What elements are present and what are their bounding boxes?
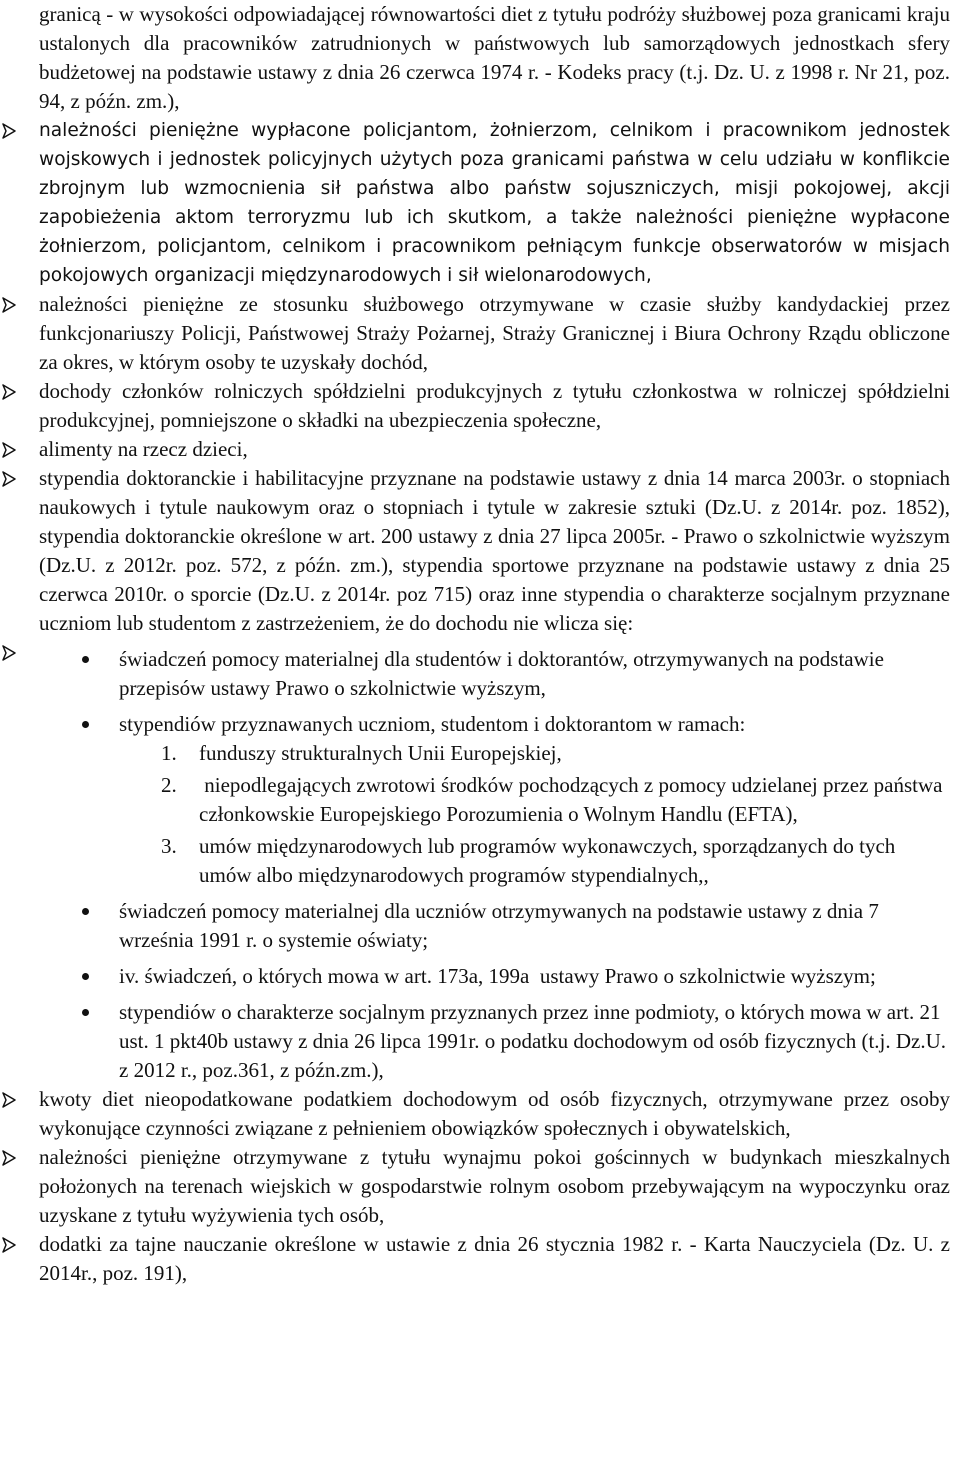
list-item-text: należności pieniężne wypłacone policjantom, żołnierzom, celnikom i pracownikom jednostek wojskowych i jednostek policyjnych użytych poza granicami państwa w celu udziału w konflikcie zbrojnym lub wzmocnienia sił państwa albo państw sojuszniczych, misji pokojowej, akcji zapobieżenia aktom terroryzmu lub ich skutkom, a także należności pieniężne wypłacone żołnierzom, policjantom, celnikom i pracownikom pełniącym funkcje obserwatorów w misjach pokojowych organizacji międzynarodowych i sił wielonarodowych, bbox=[39, 120, 950, 286]
arrow-bullet-icon bbox=[2, 435, 26, 464]
numbered-item bbox=[39, 832, 950, 890]
sub-list-item-text: świadczeń pomocy materialnej dla studentów i doktorantów, otrzymywanych na podstawie przepisów ustawy Prawo o szkolnictwie wyższym, bbox=[119, 647, 884, 700]
numbered-item-number: 3. bbox=[161, 834, 177, 858]
arrow-bullet-icon bbox=[2, 464, 26, 493]
list-item bbox=[39, 377, 950, 435]
list-item bbox=[39, 1143, 950, 1230]
list-item-text: dochody członków rolniczych spółdzielni produkcyjnych z tytułu członkostwa w rolniczej spółdzielni produkcyjnej, pomniejszone o składki na ubezpieczenia społeczne, bbox=[39, 379, 950, 432]
list-item-text: alimenty na rzecz dzieci, bbox=[39, 437, 248, 461]
numbered-item bbox=[39, 771, 950, 829]
numbered-item-text: funduszy strukturalnych Unii Europejskiej, bbox=[199, 741, 562, 765]
numbered-item-number: 1. bbox=[161, 741, 177, 765]
arrow-bullet-icon bbox=[2, 1230, 26, 1259]
dot-bullet-icon bbox=[82, 973, 89, 980]
list-item bbox=[39, 1085, 950, 1143]
numbered-item-text: umów międzynarodowych lub programów wykonawczych, sporządzanych do tych umów albo międzynarodowych programów stypendialnych,, bbox=[199, 834, 896, 887]
list-item-text: dodatki za tajne nauczanie określone w ustawie z dnia 26 stycznia 1982 r. - Karta Nauczyciela (Dz. U. z 2014r., poz. 191), bbox=[39, 1232, 950, 1285]
list-item bbox=[39, 116, 950, 290]
list-item bbox=[39, 290, 950, 377]
sub-list-item bbox=[39, 645, 950, 703]
sub-list-item-text: stypendiów o charakterze socjalnym przyznanych przez inne podmioty, o których mowa w art. 21 ust. 1 pkt40b ustawy z dnia 26 lipca 1991r. o podatku dochodowym od osób fizycznych (t.j. Dz.U. z 2012 r., poz.361, z późn.zm.), bbox=[119, 1000, 947, 1082]
arrow-bullet-icon bbox=[2, 290, 26, 319]
dot-bullet-icon bbox=[82, 721, 89, 728]
numbered-item bbox=[39, 739, 950, 768]
sub-list-item bbox=[39, 710, 950, 739]
intro-paragraph: granicą - w wysokości odpowiadającej równowartości diet z tytułu podróży służbowej poza granicami kraju ustalonych dla pracowników zatrudnionych w państwowych lub samorządowych jednostkach sfery budżetowej na podstawie ustawy z dnia 26 czerwca 1974 r. - Kodeks pracy (t.j. Dz. U. z 1998 r. Nr 21, poz. 94, z późn. zm.), bbox=[39, 2, 950, 113]
list-item-text: należności pieniężne otrzymywane z tytułu wynajmu pokoi gościnnych w budynkach mieszkalnych położonych na terenach wiejskich w gospodarstwie rolnym osobom przebywającym na wypoczynku oraz uzyskane z tytułu wyżywienia tych osób, bbox=[39, 1145, 950, 1227]
arrow-bullet-icon bbox=[2, 638, 26, 667]
sub-list-item bbox=[39, 897, 950, 955]
numbered-item-number: 2. bbox=[161, 773, 177, 797]
sub-list-item-text: iv. świadczeń, o których mowa w art. 173a, 199a ustawy Prawo o szkolnictwie wyższym; bbox=[119, 964, 876, 988]
sub-list-item bbox=[39, 962, 950, 991]
dot-bullet-icon bbox=[82, 656, 89, 663]
sub-list-item bbox=[39, 998, 950, 1085]
list-item bbox=[39, 1230, 950, 1288]
numbered-item-text: niepodlegających zwrotowi środków pochodzących z pomocy udzielanej przez państwa członkowskie Europejskiego Porozumienia o Wolnym Handlu (EFTA), bbox=[199, 773, 948, 826]
list-item bbox=[39, 435, 950, 464]
arrow-bullet-icon bbox=[2, 116, 26, 145]
arrow-bullet-icon bbox=[2, 1085, 26, 1114]
list-item-text: należności pieniężne ze stosunku służbowego otrzymywane w czasie służby kandydackiej przez funkcjonariuszy Policji, Państwowej Straży Pożarnej, Straży Granicznej i Biura Ochrony Rządu obliczone za okres, w którym osoby te uzyskały dochód, bbox=[39, 292, 950, 374]
sub-list-item-text: stypendiów przyznawanych uczniom, studentom i doktorantom w ramach: bbox=[119, 712, 746, 736]
arrow-bullet-icon bbox=[2, 377, 26, 406]
list-item bbox=[39, 464, 950, 638]
list-item-text: kwoty diet nieopodatkowane podatkiem dochodowym od osób fizycznych, otrzymywane przez osoby wykonujące czynności związane z pełnieniem obowiązków społecznych i obywatelskich, bbox=[39, 1087, 950, 1140]
list-item-text: stypendia doktoranckie i habilitacyjne przyznane na podstawie ustawy z dnia 14 marca 2003r. o stopniach naukowych i tytule naukowym oraz o stopniach i tytule w zakresie sztuki (Dz.U. z 2014r. poz. 1852), stypendia doktoranckie określone w art. 200 ustawy z dnia 27 lipca 2005r. - Prawo o szkolnictwie wyższym (Dz.U. z 2012r. poz. 572, z późn. zm.), stypendia sportowe przyznane na podstawie ustawy z dnia 25 czerwca 2010r. o sporcie (Dz.U. z 2014r. poz 715) oraz inne stypendia o charakterze socjalnym przyznane uczniom lub studentom z zastrzeżeniem, że do dochodu nie wlicza się: bbox=[39, 466, 950, 635]
dot-bullet-icon bbox=[82, 1009, 89, 1016]
arrow-bullet-icon bbox=[2, 1143, 26, 1172]
sub-list-item-text: świadczeń pomocy materialnej dla uczniów otrzymywanych na podstawie ustawy z dnia 7 września 1991 r. o systemie oświaty; bbox=[119, 899, 879, 952]
dot-bullet-icon bbox=[82, 908, 89, 915]
